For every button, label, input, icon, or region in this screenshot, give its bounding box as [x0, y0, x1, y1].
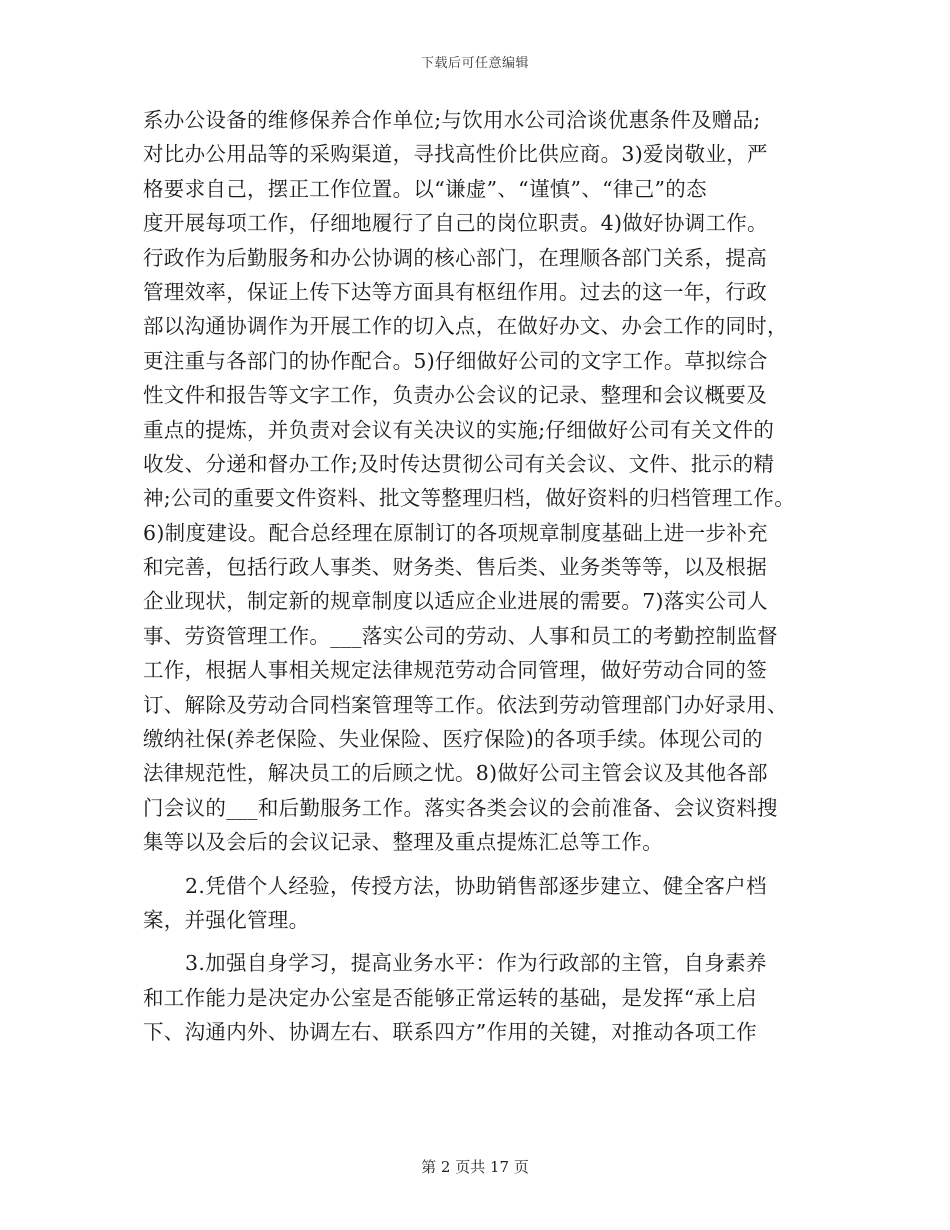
text-line: 门会议的___和后勤服务工作。落实各类会议的会前准备、会议资料搜: [143, 795, 778, 820]
text-line: 法律规范性，解决员工的后顾之忧。8)做好公司主管会议及其他各部: [143, 761, 768, 786]
text-line: 缴纳社保(养老保险、失业保险、医疗保险)的各项手续。体现公司的: [143, 727, 763, 752]
paragraph-2: [143, 869, 823, 938]
text-line: 和完善，包括行政人事类、财务类、售后类、业务类等等，以及根据: [143, 555, 767, 580]
text-line: 度开展每项工作，仔细地履行了自己的岗位职责。4)做好协调工作。: [143, 211, 768, 236]
text-line: 系办公设备的维修保养合作单位;与饮用水公司洽谈优惠条件及赠品;: [143, 108, 761, 132]
paragraph-1: [143, 103, 823, 860]
text-line: 集等以及会后的会议记录、整理及重点提炼汇总等工作。: [143, 830, 663, 855]
text-line: 下、沟通内外、协调左右、联系四方”作用的关键，对推动各项工作: [143, 1020, 757, 1045]
text-line: 案，并强化管理。: [143, 907, 310, 932]
text-line: 神;公司的重要文件资料、批文等整理归档，做好资料的归档管理工作。: [143, 486, 796, 511]
text-line: 企业现状，制定新的规章制度以适应企业进展的需要。7)落实公司人: [143, 589, 768, 614]
text-line: 行政作为后勤服务和办公协调的核心部门，在理顺各部门关系，提高: [143, 245, 767, 270]
text-line: 更注重与各部门的协作配合。5)仔细做好公司的文字工作。草拟综合: [143, 348, 768, 373]
text-line: 事、劳资管理工作。___落实公司的劳动、人事和员工的考勤控制监督: [143, 623, 778, 648]
text-line: 和工作能力是决定办公室是否能够正常运转的基础，是发挥“承上启: [143, 985, 757, 1010]
text-line: 工作，根据人事相关规定法律规范劳动合同管理，做好劳动合同的签: [143, 658, 767, 683]
text-line: 对比办公用品等的采购渠道，寻找高性价比供应商。3)爱岗敬业，严: [143, 142, 768, 167]
text-line: 2.凭借个人经验，传授方法，协助销售部逐步建立、健全客户档: [185, 873, 767, 898]
text-line: 格要求自己，摆正工作位置。以“谦虚”、“谨慎”、“律己”的态: [143, 176, 707, 201]
text-line: 重点的提炼，并负责对会议有关决议的实施;仔细做好公司有关文件的: [143, 417, 775, 442]
text-line: 收发、分递和督办工作;及时传达贯彻公司有关会议、文件、批示的精: [143, 451, 775, 476]
text-line: 订、解除及劳动合同档案管理等工作。依法到劳动管理部门办好录用、: [143, 692, 788, 717]
text-line: 性文件和报告等文字工作，负责办公会议的记录、整理和会议概要及: [143, 383, 767, 408]
paragraph-3: [143, 946, 823, 1049]
document-body: [143, 103, 823, 1050]
page-header: 下载后可任意编辑: [420, 56, 529, 71]
text-line: 3.加强自身学习，提高业务水平：作为行政部的主管，自身素养: [185, 951, 767, 976]
text-line: 6)制度建设。配合总经理在原制订的各项规章制度基础上进一步补充: [143, 520, 768, 545]
text-line: 部以沟通协调作为开展工作的切入点，在做好办文、办会工作的同时，: [143, 314, 788, 339]
text-line: 管理效率，保证上传下达等方面具有枢纽作用。过去的这一年，行政: [143, 279, 767, 304]
page-number: 第 2 页共 17 页: [421, 1158, 529, 1176]
